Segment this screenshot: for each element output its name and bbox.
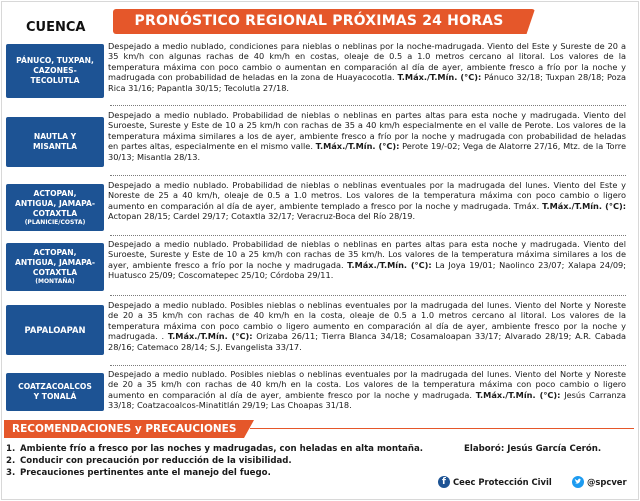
region-label-coatzacoalcos: [6, 373, 104, 411]
region-label-line: CAZONES-: [33, 66, 77, 75]
region-sublabel: (PLANICIE/COSTA): [24, 218, 86, 226]
region-label-line: ANTIGUA, JAMAPA-: [15, 198, 95, 208]
temps-values: Perote 19/-02; Vega de Alatorre 27/16, Mtz. de la Torre 30/13; Misantla 28/13.: [108, 141, 626, 162]
forecast-text: Despejado a medio nublado. Posibles nieblas o neblinas eventuales por la madrugada del lunes. Viento del Norte y Noreste de 20 a 35 km/h con rachas de 40 km/h en la costa, oleaje de 0.5 a 1.0 metros cercano al litoral. Los valores de la temperatura máxima con poco cambio o ligero aumento en comparación al día de ayer, ambiente fresco por la noche y madrugada. .: [108, 300, 626, 342]
section-heading: CUENCA: [26, 20, 86, 35]
region-label-line: NAUTLA Y: [33, 132, 77, 141]
region-label-actopan-montana: [6, 243, 104, 291]
row-divider: [110, 105, 626, 106]
temps-label: T.Máx./T.Mín. (°C):: [167, 331, 253, 342]
region-label-papaloapan: [6, 305, 104, 355]
region-label-line: TECOLUTLA: [30, 76, 80, 85]
forecast-text: Despejado a medio nublado. Posibles nieblas o neblinas eventuales por la madrugada del lunes. Viento del Norte y Noreste de 20 a 35 km/h con rachas de 40 km/h en la costa. Los valores de la temperatura máxima con poco cambio o ligero aumento en comparación al día de ayer, ambiente fresco por la noche y madrugada.: [108, 369, 626, 400]
recommendations-rule: [250, 428, 634, 429]
region-label-line: PÁNUCO, TUXPAN,: [16, 56, 94, 65]
list-item: 1. Ambiente frío a fresco por las noches y madrugadas, con heladas en alta montaña.: [6, 444, 424, 454]
forecast-text: Despejado a medio nublado. Probabilidad de nieblas o neblinas eventuales por la madrugada del lunes. Viento del Este y Noreste de 25 a 40 km/h, oleaje de 0.5 a 1.0 metros. Los valores de la temperatura máxima con poco cambio o ligero aumento en comparación al día de ayer, ambiente templado a fresco por la noche y madrugada. Tmáx.: [108, 180, 626, 211]
region-forecast-coatzacoalcos: [108, 369, 626, 421]
row-divider: [110, 175, 626, 176]
region-label-line: ANTIGUA, JAMAPA-: [15, 258, 95, 267]
region-label-line: COTAXTLA: [32, 268, 78, 277]
facebook-handle: Ceec Protección Civil: [453, 477, 552, 487]
region-forecast-actopan-planicie: [108, 180, 626, 232]
facebook-icon: f: [438, 476, 450, 488]
forecast-text: Despejado a medio nublado. Probabilidad de nieblas o neblinas en partes altas para esta noche y madrugada. Viento del Suroeste, Sureste y Este de 10 a 25 km/h con rachas de 35 a 40 km/h especialmente en el valle de Perote. Los valores de la temperatura máxima similares a los de ayer, ambiente fresco a frío por la noche y madrugada con probabilidad de heladas en partes altas, especialmente en el mismo valle.: [108, 110, 626, 152]
region-sublabel: (MONTAÑA): [35, 278, 75, 285]
twitter-icon: [572, 476, 584, 488]
region-forecast-nautla: [108, 110, 626, 172]
row-divider: [110, 295, 626, 296]
twitter-handle: @spcver: [587, 477, 627, 487]
temps-label: T.Máx./T.Mín. (°C):: [315, 141, 400, 152]
region-label-line: MISANTLA: [33, 142, 77, 151]
facebook-link[interactable]: [438, 474, 552, 490]
region-forecast-panuco: [108, 41, 626, 103]
temps-values: Jesús Carranza 33/18; Coatzacoalcos-Minatitlán 29/19; Las Choapas 31/18.: [108, 389, 626, 411]
temps-values: Actopan 28/15; Cardel 29/17; Cotaxtla 32/17; Veracruz-Boca del Río 28/19.: [108, 211, 416, 222]
page-title: PRONÓSTICO REGIONAL PRÓXIMAS 24 HORAS: [134, 13, 504, 29]
temps-label: T.Máx./T.Mín. (°C):: [475, 389, 561, 400]
list-item: 2. Conducir con precaución por reducción de la visibilidad.: [6, 456, 292, 466]
region-forecast-papaloapan: [108, 300, 626, 362]
author-credit: Elaboró: Jesús García Cerón.: [464, 444, 602, 454]
region-label-line: ACTOPAN,: [33, 248, 77, 257]
region-label-actopan-planicie: [6, 184, 104, 231]
region-label-line: PAPALOAPAN: [24, 325, 86, 335]
region-forecast-actopan-montana: [108, 239, 626, 291]
temps-values: La Joya 19/01; Naolinco 23/07; Xalapa 24/09; Huatusco 25/09; Coscomatepec 25/10; Córdoba 29/11.: [108, 259, 626, 281]
list-item: 3. Precauciones pertinentes ante el manejo del fuego.: [6, 468, 271, 478]
forecast-text: Despejado a medio nublado. Probabilidad de nieblas o neblinas en partes altas para esta noche y madrugada. Viento del Suroeste, Sureste y Este de 10 a 25 km/h con rachas de 35 km/h. Los valores de la temperatura máxima similares a los de ayer, ambiente fresco a frío por la noche y madrugada.: [108, 239, 626, 270]
region-label-panuco: [6, 44, 104, 98]
region-label-line: COTAXTLA: [32, 208, 78, 218]
temps-label: T.Máx./T.Mín. (°C):: [347, 259, 432, 270]
region-label-line: ACTOPAN,: [33, 188, 77, 198]
recommendation-text: Ambiente frío a fresco por las noches y madrugadas, con heladas en alta montaña.: [20, 444, 424, 454]
region-label-line: COATZACOALCOS: [18, 382, 92, 391]
temps-label: T.Máx./T.Mín. (°C):: [542, 200, 626, 211]
recommendations-list: [6, 443, 446, 479]
recommendation-text: Conducir con precaución por reducción de la visibilidad.: [20, 456, 292, 466]
twitter-link[interactable]: [572, 474, 627, 490]
region-label-nautla: [6, 117, 104, 167]
recommendations-title: RECOMENDACIONES y PRECAUCIONES: [12, 423, 237, 435]
recommendation-text: Precauciones pertinentes ante el manejo del fuego.: [20, 468, 271, 478]
temps-values: Pánuco 32/18; Tuxpan 28/18; Poza Rica 31/16; Papantla 30/15; Tecolutla 27/18.: [108, 72, 626, 93]
forecast-text: Despejado a medio nublado, condiciones para nieblas o neblinas por la noche-madrugada. Viento del Este y Sureste de 20 a 35 km/h con algunas rachas de 40 km/h en costas, oleaje de 0.5 a 1.0 metros cercano al litoral. Los valores de la temperatura máxima con poco cambio o aumentan en comparación al día de ayer, ambiente fresco a frío por la noche y madrugada con probabilidad de heladas en la zona de Huayacocotla.: [108, 41, 626, 83]
row-divider: [110, 235, 626, 236]
temps-label: T.Máx./T.Mín. (°C):: [397, 72, 482, 83]
region-label-line: Y TONALÁ: [33, 392, 77, 401]
temps-values: Orizaba 26/11; Tierra Blanca 34/18; Cosamaloapan 33/17; Alvarado 28/19; A.R. Cabada 28/16; Catemaco 28/14; S.J. Evangelista 33/17.: [108, 331, 626, 352]
row-divider: [110, 365, 626, 366]
